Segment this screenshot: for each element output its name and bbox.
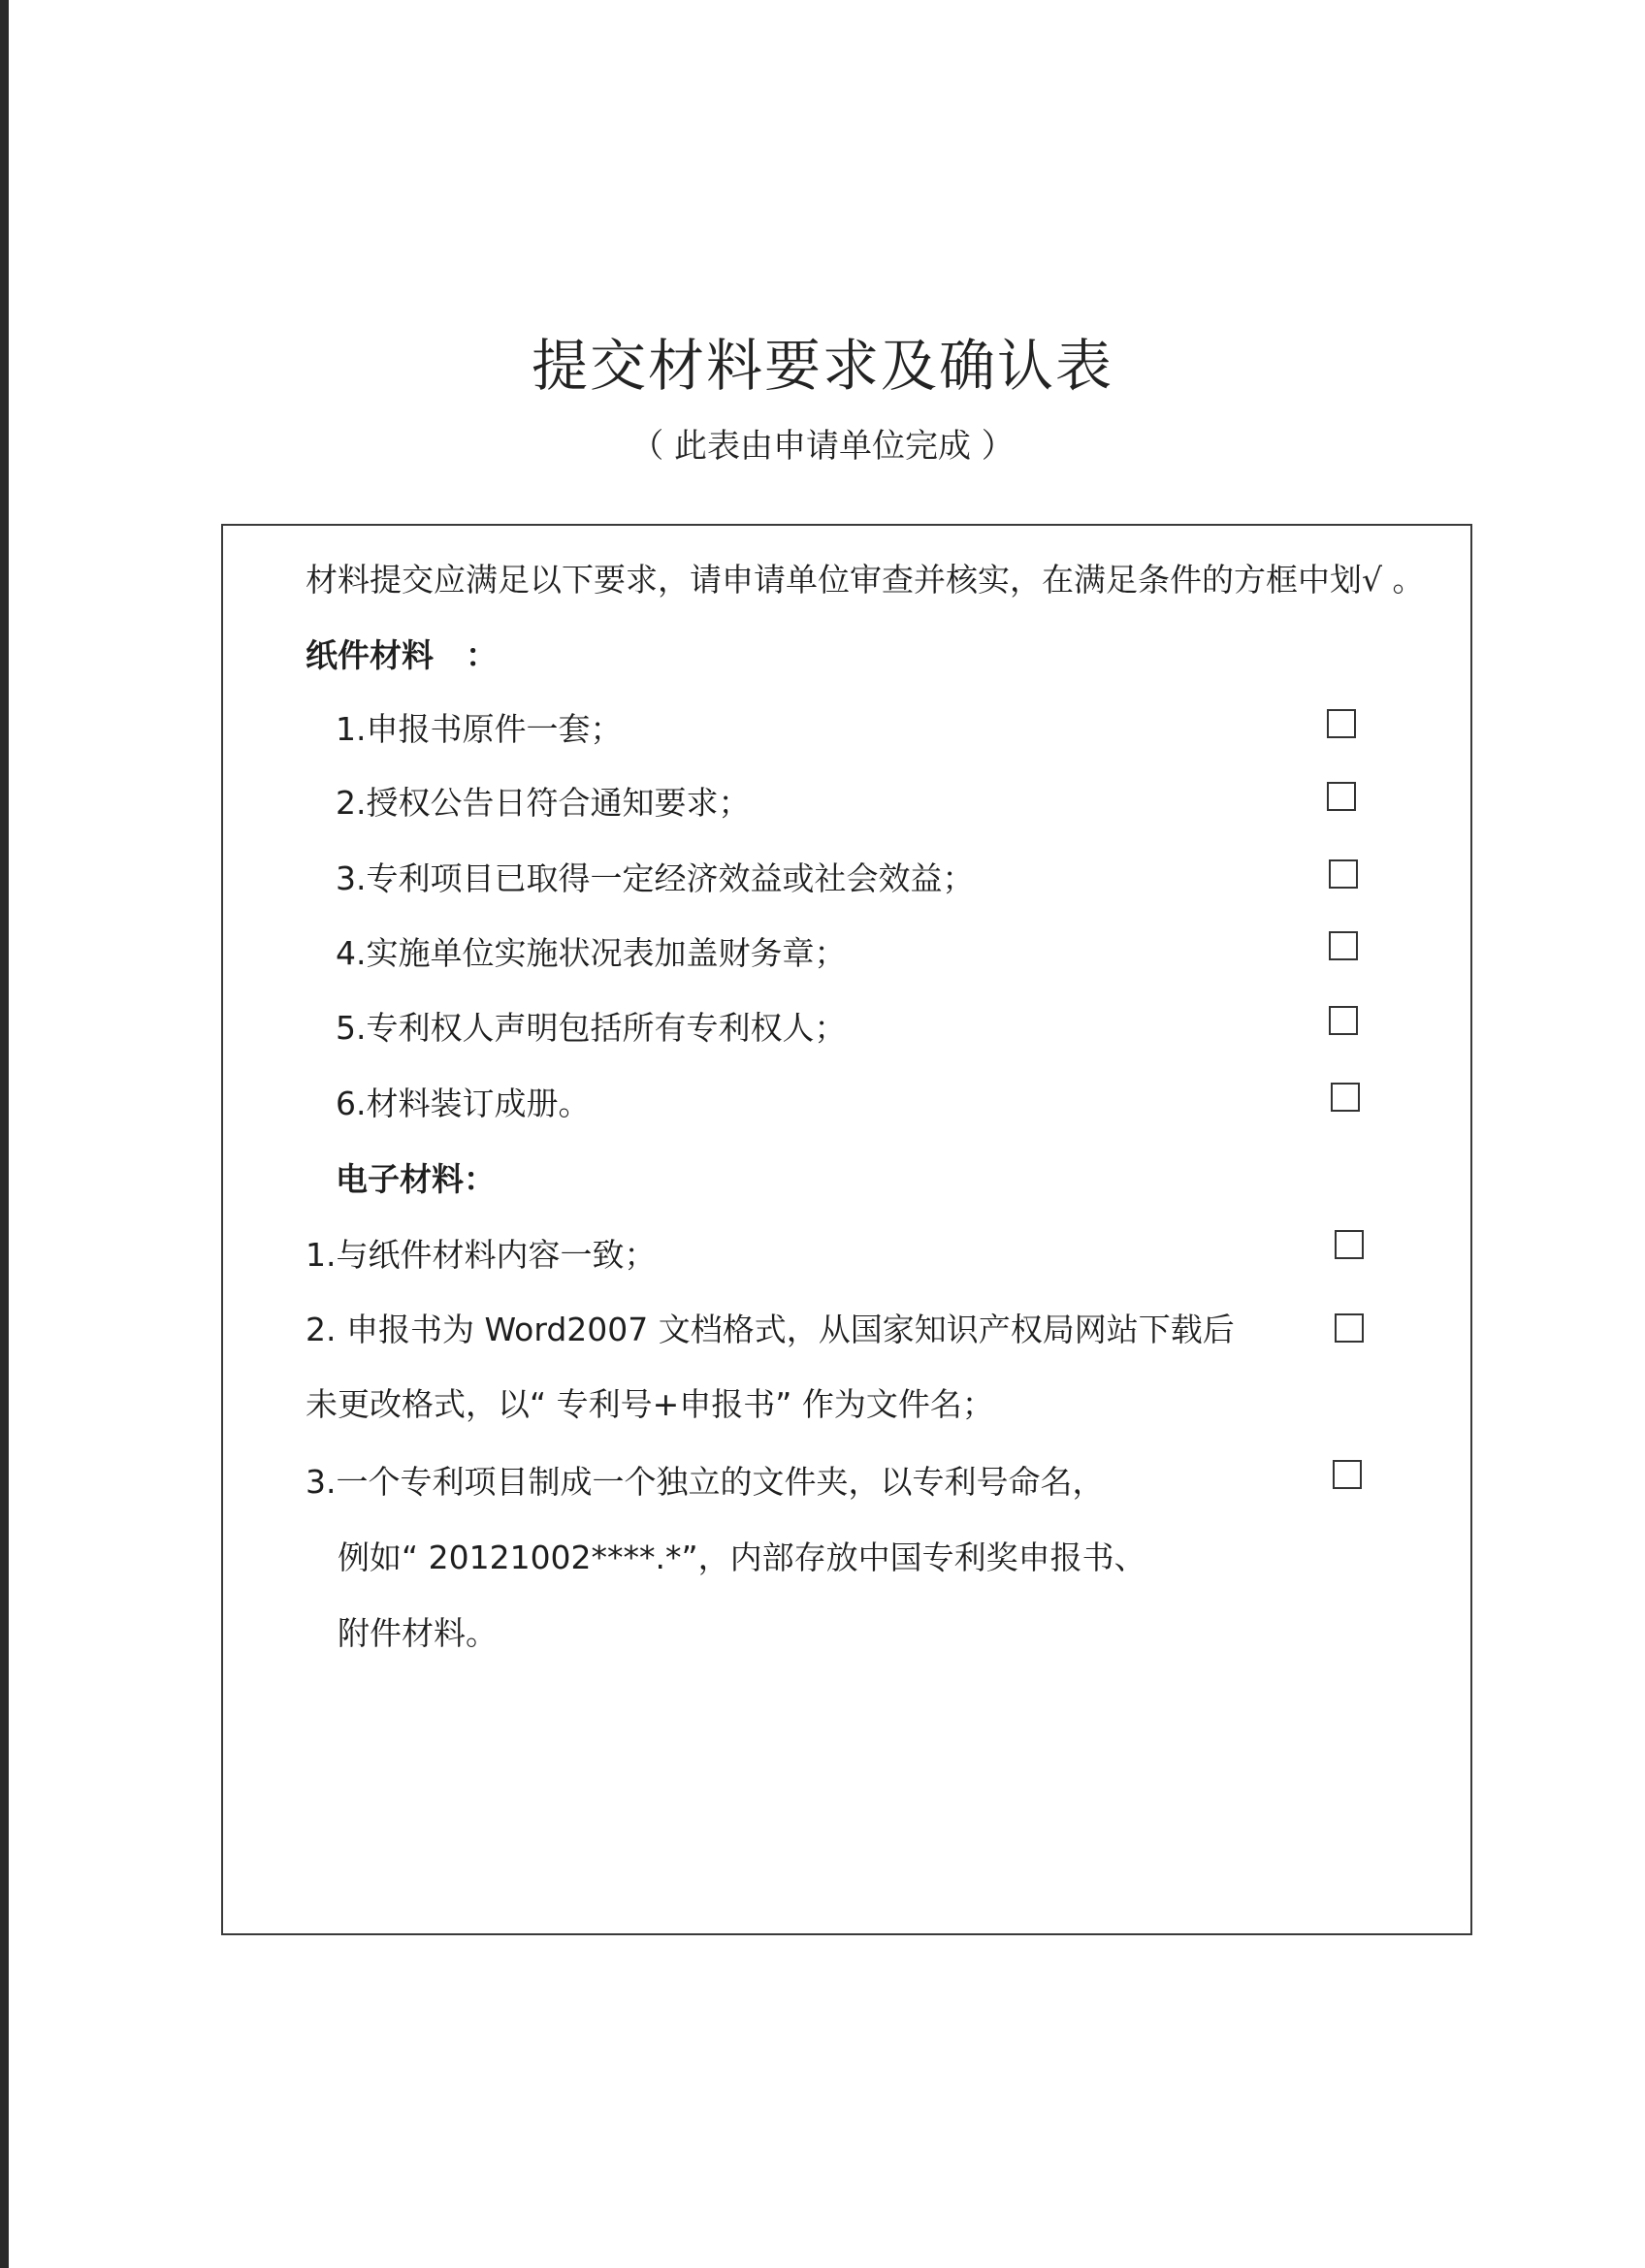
electronic-item-3-line-2: 例如“ 20121002****.*”，内部存放中国专利奖申报书、 — [338, 1539, 1146, 1576]
paper-item-3: 3.专利项目已取得一定经济效益或社会效益； — [336, 859, 975, 897]
paper-item-1-checkbox[interactable] — [1327, 709, 1356, 738]
paper-item-5-checkbox[interactable] — [1329, 1006, 1358, 1035]
page-title: 提交材料要求及确认表 — [531, 333, 1113, 399]
paper-materials-heading: 纸件材料 ： — [306, 636, 498, 674]
electronic-item-2-line-1: 2. 申报书为 Word2007 文档格式，从国家知识产权局网站下载后 — [306, 1311, 1235, 1348]
electronic-item-1: 1.与纸件材料内容一致； — [306, 1236, 657, 1274]
electronic-item-1-checkbox[interactable] — [1335, 1230, 1364, 1259]
page-subtitle: （ 此表由申请单位完成 ） — [630, 427, 1015, 466]
intro-text: 材料提交应满足以下要求，请申请单位审查并核实，在满足条件的方框中划√ 。 — [306, 561, 1425, 599]
electronic-item-3-checkbox[interactable] — [1333, 1460, 1362, 1489]
paper-item-5: 5.专利权人声明包括所有专利权人； — [336, 1009, 847, 1047]
paper-item-2-checkbox[interactable] — [1327, 782, 1356, 811]
paper-item-1: 1.申报书原件一套； — [336, 710, 623, 748]
paper-item-2: 2.授权公告日符合通知要求； — [336, 784, 751, 822]
electronic-item-2-line-2: 未更改格式，以“ 专利号+申报书” 作为文件名； — [306, 1385, 994, 1423]
electronic-materials-heading: 电子材料： — [336, 1160, 496, 1198]
electronic-item-2-checkbox[interactable] — [1335, 1313, 1364, 1343]
paper-item-3-checkbox[interactable] — [1329, 859, 1358, 889]
paper-item-4: 4.实施单位实施状况表加盖财务章； — [336, 934, 847, 972]
paper-item-6: 6.材料装订成册。 — [336, 1085, 591, 1122]
paper-item-4-checkbox[interactable] — [1329, 931, 1358, 960]
paper-item-6-checkbox[interactable] — [1331, 1083, 1360, 1112]
electronic-item-3-line-3: 附件材料。 — [338, 1614, 498, 1652]
electronic-item-3-line-1: 3.一个专利项目制成一个独立的文件夹，以专利号命名， — [306, 1463, 1105, 1501]
